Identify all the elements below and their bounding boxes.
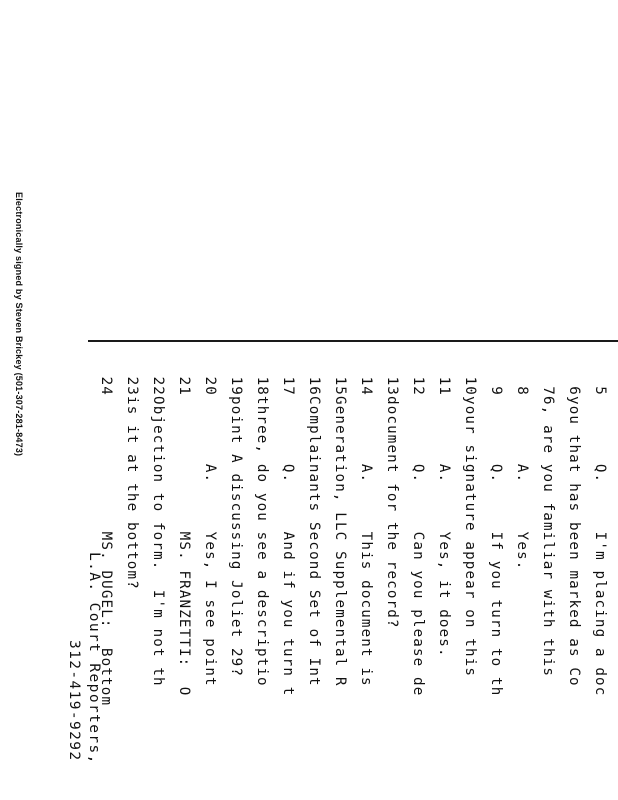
line-number: 7 xyxy=(540,386,556,396)
transcript-line-5 xyxy=(592,370,608,696)
line-text: MS. DUGEL: Bottom xyxy=(98,396,114,707)
transcript-line-23 xyxy=(124,370,140,590)
line-text: Complainants Second Set of Int xyxy=(306,396,322,687)
line-text: is it at the bottom? xyxy=(124,396,140,590)
line-number: 10 xyxy=(462,376,478,396)
line-number: 14 xyxy=(358,376,374,396)
line-number: 13 xyxy=(384,376,400,396)
line-text: Q. Can you please de xyxy=(410,396,426,697)
line-text: Q. I'm placing a doc xyxy=(592,396,608,697)
line-number: 6 xyxy=(566,386,582,396)
line-text: Objection to form. I'm not th xyxy=(150,396,166,687)
line-text: A. Yes, I see point xyxy=(202,396,218,687)
line-text: 6, are you familiar with this xyxy=(540,396,556,678)
transcript-line-10 xyxy=(462,370,478,677)
line-text: A. This document is xyxy=(358,396,374,687)
line-text: document for the record? xyxy=(384,396,400,629)
transcript-line-6 xyxy=(566,370,582,687)
transcript-line-14 xyxy=(358,370,374,687)
line-number: 17 xyxy=(280,376,296,396)
line-number: 12 xyxy=(410,376,426,396)
transcript-line-8 xyxy=(514,370,530,570)
line-number: 20 xyxy=(202,376,218,396)
transcript-line-19 xyxy=(228,370,244,677)
line-number: 19 xyxy=(228,376,244,396)
transcript-line-12 xyxy=(410,370,426,696)
line-number: 11 xyxy=(436,376,452,396)
line-text: point A discussing Joliet 29? xyxy=(228,396,244,678)
transcript-line-20 xyxy=(202,370,218,687)
court-reporter-name: L.A. Court Reporters, xyxy=(86,552,102,765)
court-reporter-phone: 312-419-9292 xyxy=(66,640,82,762)
line-number: 21 xyxy=(176,376,192,396)
line-text: A. Yes, it does. xyxy=(436,396,452,658)
line-text: A. Yes. xyxy=(514,396,530,571)
line-number: 23 xyxy=(124,376,140,396)
margin-rule xyxy=(88,340,618,342)
line-text: Q. If you turn to th xyxy=(488,396,504,697)
transcript-line-22 xyxy=(150,370,166,687)
transcript-line-11 xyxy=(436,370,452,658)
transcript-line-7 xyxy=(540,370,556,677)
transcript-line-9 xyxy=(488,370,504,696)
line-text: your signature appear on this xyxy=(462,396,478,678)
transcript-line-16 xyxy=(306,370,322,687)
line-number: 22 xyxy=(150,376,166,396)
line-number: 15 xyxy=(332,376,348,396)
line-text: three, do you see a descriptio xyxy=(254,396,270,687)
transcript-line-17 xyxy=(280,370,296,696)
transcript-line-15 xyxy=(332,370,348,687)
transcript-line-21 xyxy=(176,370,192,696)
transcript-line-13 xyxy=(384,370,400,629)
line-text: MS. FRANZETTI: O xyxy=(176,396,192,697)
line-number: 16 xyxy=(306,376,322,396)
line-text: Q. And if you turn t xyxy=(280,396,296,697)
line-text: Generation, LLC Supplemental R xyxy=(332,396,348,687)
line-text: you that has been marked as Co xyxy=(566,396,582,687)
line-number: 24 xyxy=(98,376,114,396)
electronic-signature: Electronically signed by Steven Brickey (501-307-281-8473) xyxy=(14,192,24,457)
line-number: 18 xyxy=(254,376,270,396)
transcript-line-18 xyxy=(254,370,270,687)
line-number: 9 xyxy=(488,386,504,396)
line-number: 5 xyxy=(592,386,608,396)
line-number: 8 xyxy=(514,386,530,396)
